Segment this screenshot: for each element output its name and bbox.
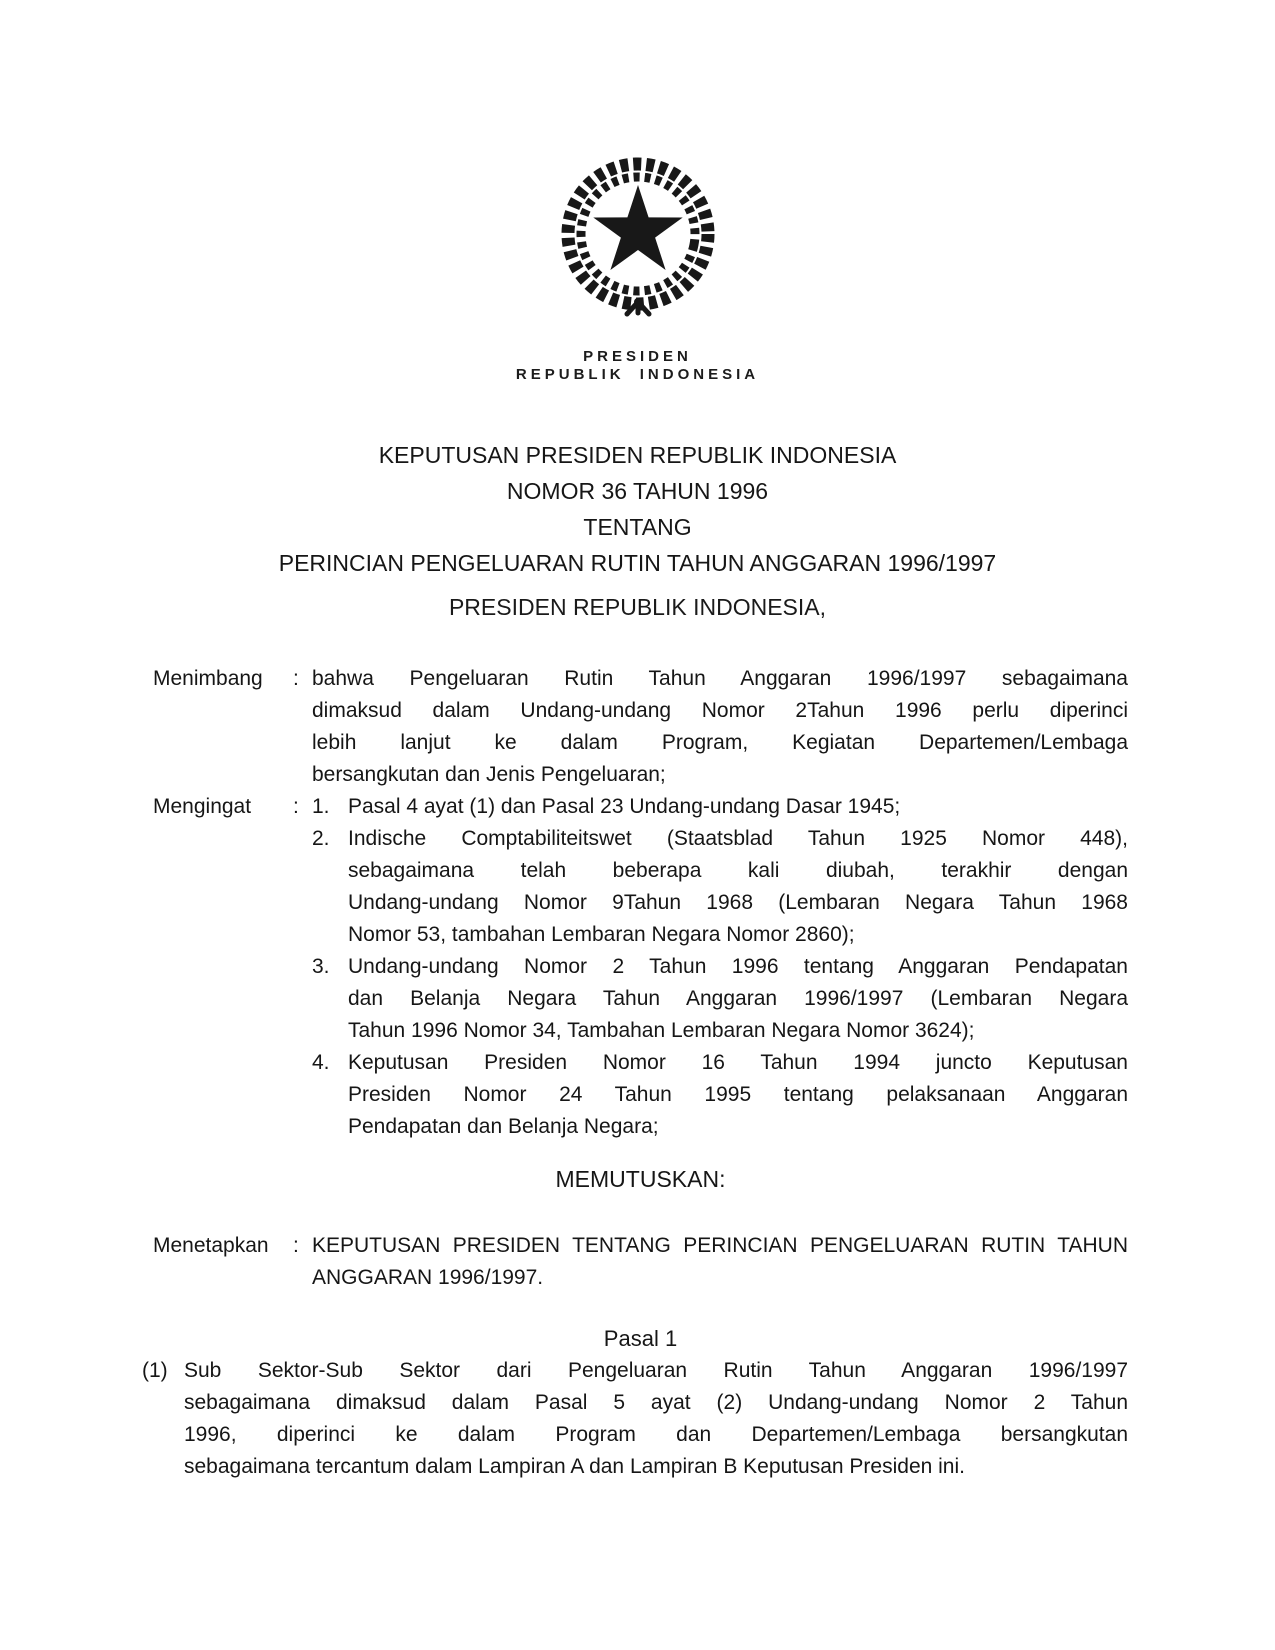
text-line: dan Belanja Negara Tahun Anggaran 1996/1997 (Lembaran Negara xyxy=(348,987,1128,1010)
item-lines xyxy=(184,1355,1128,1483)
letterhead xyxy=(0,348,1275,384)
text-line: KEPUTUSAN PRESIDEN TENTANG PERINCIAN PENGELUARAN RUTIN TAHUN xyxy=(312,1234,1128,1257)
text-line: ANGGARAN 1996/1997. xyxy=(312,1266,544,1289)
item-lines xyxy=(348,951,1128,1047)
clause-menetapkan xyxy=(153,1230,1128,1294)
clause-label: Mengingat xyxy=(153,795,252,818)
text-line: Undang-undang Nomor 2 Tahun 1996 tentang Anggaran Pendapatan xyxy=(348,955,1128,978)
text-line: lebih lanjut ke dalam Program, Kegiatan Departemen/Lembaga xyxy=(312,731,1128,754)
clause-mengingat xyxy=(153,791,1128,1143)
letterhead-line1: PRESIDEN xyxy=(583,348,692,365)
title-line4: PERINCIAN PENGELUARAN RUTIN TAHUN ANGGARAN 1996/1997 xyxy=(278,550,997,576)
item-lines xyxy=(348,791,1128,823)
text-line: Presiden Nomor 24 Tahun 1995 tentang pelaksanaan Anggaran xyxy=(348,1083,1128,1106)
clause-colon: : xyxy=(293,1234,299,1257)
list-item xyxy=(312,823,1128,951)
article-heading: Pasal 1 xyxy=(603,1326,678,1351)
item-lines xyxy=(312,663,1128,791)
item-lines xyxy=(312,1230,1128,1294)
text-line: Nomor 53, tambahan Lembaran Negara Nomor 2860); xyxy=(348,923,855,946)
presidential-star-wreath-icon xyxy=(556,153,720,319)
text-line: sebagaimana telah beberapa kali diubah, terakhir dengan xyxy=(348,859,1128,882)
text-line: bahwa Pengeluaran Rutin Tahun Anggaran 1996/1997 sebagaimana xyxy=(312,667,1128,690)
title-line3: TENTANG xyxy=(583,514,692,540)
decree-body xyxy=(142,663,1128,1483)
letterhead-line2: REPUBLIK INDONESIA xyxy=(515,366,760,383)
title-line2: NOMOR 36 TAHUN 1996 xyxy=(506,478,769,504)
list-item xyxy=(312,1047,1128,1143)
list-item xyxy=(312,951,1128,1047)
clause-items xyxy=(312,663,1128,791)
text-line: Indische Comptabiliteitswet (Staatsblad Tahun 1925 Nomor 448), xyxy=(348,827,1128,850)
clause-label: Menetapkan xyxy=(153,1234,269,1257)
title-line1: KEPUTUSAN PRESIDEN REPUBLIK INDONESIA xyxy=(378,442,897,468)
clause-colon: : xyxy=(293,795,299,818)
text-line: Sub Sektor-Sub Sektor dari Pengeluaran Rutin Tahun Anggaran 1996/1997 xyxy=(184,1359,1128,1382)
item-number: 1. xyxy=(312,795,330,818)
text-line: sebagaimana tercantum dalam Lampiran A dan Lampiran B Keputusan Presiden ini. xyxy=(184,1455,965,1478)
text-line: Keputusan Presiden Nomor 16 Tahun 1994 juncto Keputusan xyxy=(348,1051,1128,1074)
article-item xyxy=(142,1355,1128,1483)
list-item xyxy=(312,663,1128,791)
item-number: 3. xyxy=(312,955,330,978)
text-line: sebagaimana dimaksud dalam Pasal 5 ayat (2) Undang-undang Nomor 2 Tahun xyxy=(184,1391,1128,1414)
item-number: 4. xyxy=(312,1051,330,1074)
article-body xyxy=(142,1355,1128,1483)
clause-label: Menimbang xyxy=(153,667,263,690)
text-line: dimaksud dalam Undang-undang Nomor 2Tahun 1996 perlu diperinci xyxy=(312,699,1128,722)
text-line: Pasal 4 ayat (1) dan Pasal 23 Undang-undang Dasar 1945; xyxy=(348,795,901,818)
text-line: bersangkutan dan Jenis Pengeluaran; xyxy=(312,763,666,786)
text-line: Pendapatan dan Belanja Negara; xyxy=(348,1115,659,1138)
item-lines xyxy=(348,1047,1128,1143)
decree-title xyxy=(0,437,1275,581)
item-number: (1) xyxy=(142,1359,168,1382)
text-line: Tahun 1996 Nomor 34, Tambahan Lembaran Negara Nomor 3624); xyxy=(348,1019,975,1042)
salutation: PRESIDEN REPUBLIK INDONESIA, xyxy=(448,594,827,620)
clause-menimbang xyxy=(153,663,1128,791)
item-lines xyxy=(348,823,1128,951)
text-line: 1996, diperinci ke dalam Program dan Departemen/Lembaga bersangkutan xyxy=(184,1423,1128,1446)
text-line: Undang-undang Nomor 9Tahun 1968 (Lembaran Negara Tahun 1968 xyxy=(348,891,1128,914)
list-item xyxy=(312,791,1128,823)
clause-colon: : xyxy=(293,667,299,690)
clause-items xyxy=(312,1230,1128,1294)
item-number: 2. xyxy=(312,827,330,850)
clause-items xyxy=(312,791,1128,1143)
memutuskan-heading: MEMUTUSKAN: xyxy=(555,1166,726,1192)
